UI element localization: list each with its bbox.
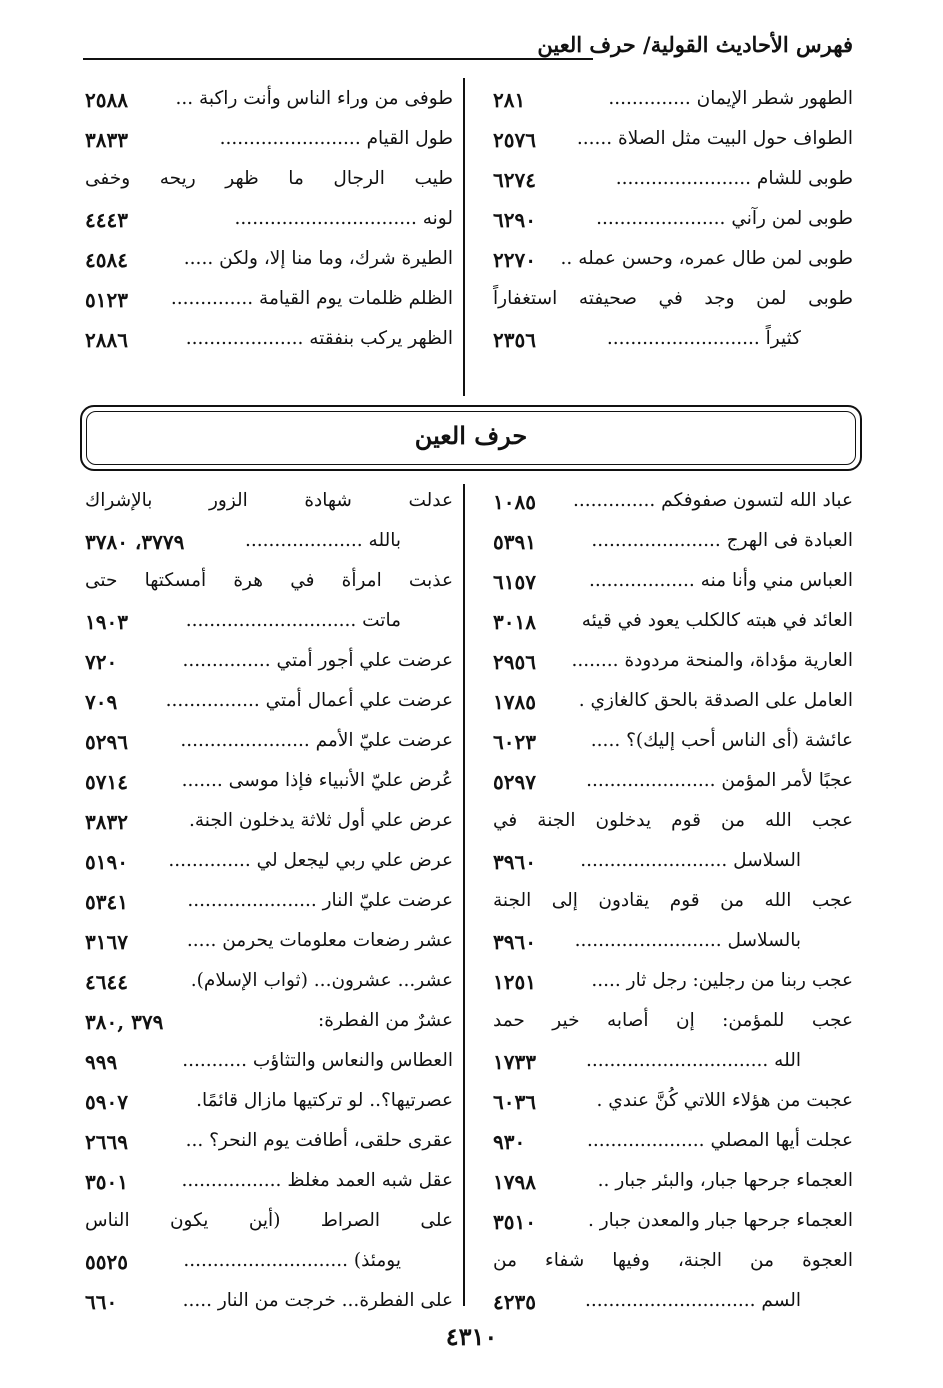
index-entry: [493, 1164, 853, 1204]
entry-text: عرضت عليّ الأمم ......................: [180, 730, 453, 751]
index-entry: [493, 1284, 853, 1324]
entry-text: عرض علي أول ثلاثة يدخلون الجنة.: [188, 810, 453, 831]
index-entry: [493, 242, 853, 282]
running-header: [83, 28, 853, 68]
section-title: حرف العين: [414, 421, 528, 450]
entry-text: عرضت علي أجور أمتي ...............: [182, 650, 453, 671]
top-left-column: [85, 82, 453, 362]
index-entry: [85, 804, 453, 844]
index-entry: [85, 924, 453, 964]
index-entry: [493, 564, 853, 604]
entry-number: ٥٩٠٧: [85, 1090, 128, 1114]
section-header-box: [80, 405, 862, 471]
entry-number: ٣٥١٠: [493, 1210, 536, 1234]
entry-text: على الفطرة... خرجت من النار .....: [182, 1290, 453, 1311]
entry-text: عذبت امرأة في هرة أمسكتها حتى: [85, 570, 453, 591]
index-entry: [493, 82, 853, 122]
entry-number: ٥٢٩٦: [85, 730, 128, 754]
entry-text: عشر رضعات معلومات يحرمن .....: [186, 930, 453, 951]
index-entry: [85, 524, 453, 564]
entry-text: عصرتيها؟.. لو تركتيها مازال قائمًا.: [196, 1090, 453, 1111]
column-divider-top: [463, 78, 465, 396]
index-entry: [493, 724, 853, 764]
entry-number: ٢٨٨٦: [85, 328, 128, 352]
index-entry: [85, 1084, 453, 1124]
index-entry: [85, 1164, 453, 1204]
entry-number: ٢٥٨٨: [85, 88, 128, 112]
entry-text: عدلت شهادة الزور بالإشراك: [85, 490, 453, 511]
running-title: فهرس الأحاديث القولية/ حرف العين: [537, 32, 853, 57]
index-entry: [85, 202, 453, 242]
index-entry: [85, 564, 453, 604]
index-entry: [85, 82, 453, 122]
index-entry: [493, 282, 853, 322]
entry-number: ٣٠١٨: [493, 610, 536, 634]
entry-text: عشرٌ من الفطرة:: [318, 1010, 453, 1031]
index-entry: [493, 884, 853, 924]
entry-number: ٥٢٩٧: [493, 770, 536, 794]
entry-number: ٦٢٩٠: [493, 208, 536, 232]
index-entry: [493, 1084, 853, 1124]
entry-text: يومئذ) ............................: [183, 1250, 401, 1271]
index-entry: [85, 844, 453, 884]
index-entry: [85, 1124, 453, 1164]
index-entry: [85, 1044, 453, 1084]
entry-number: ٩٩٩: [85, 1050, 118, 1074]
index-entry: [85, 1244, 453, 1284]
entry-text: عباد الله لتسون صفوفكم ..............: [572, 490, 853, 511]
entry-text: طوبى لمن وجد في صحيفته استغفاراً: [493, 288, 853, 309]
index-entry: [85, 684, 453, 724]
entry-text: طوفى من وراء الناس وأنت راكبة ...: [175, 88, 453, 109]
entry-text: ماتت .............................: [185, 610, 401, 631]
entry-number: ٢٦٦٩: [85, 1130, 128, 1154]
entry-text: على الصراط (أين يكون الناس: [85, 1210, 453, 1231]
index-entry: [85, 322, 453, 362]
index-entry: [493, 1004, 853, 1044]
entry-text: الطهور شطر الإيمان ..............: [608, 88, 853, 109]
entry-text: عرضت عليّ النار ......................: [187, 890, 453, 911]
entry-number: ٣٨٣٣: [85, 128, 128, 152]
entry-number: ٣١٦٧: [85, 930, 128, 954]
entry-number: ٣٩٦٠: [493, 930, 536, 954]
index-entry: [493, 924, 853, 964]
entry-text: عجبت من هؤلاء اللاتي كُنَّ عندي .: [596, 1090, 853, 1111]
index-entry: [493, 484, 853, 524]
index-entry: [85, 1284, 453, 1324]
entry-text: العجماء جرحها جبار والمعدن جبار .: [587, 1210, 853, 1231]
entry-number: ٣٥٠١: [85, 1170, 128, 1194]
entry-number: ٦٠٢٣: [493, 730, 536, 754]
entry-text: بالسلاسل .........................: [574, 930, 801, 951]
index-entry: [493, 122, 853, 162]
entry-number: ٢٢٧٠: [493, 248, 536, 272]
entry-number: ٦٢٧٤: [493, 168, 536, 192]
index-entry: [493, 202, 853, 242]
entry-text: عشر... عشرون... (ثواب الإسلام).: [190, 970, 453, 991]
entry-number: ٣٨٣٢: [85, 810, 128, 834]
index-entry: [493, 524, 853, 564]
entry-text: الطيرة شرك، وما منا إلا، ولكن .....: [183, 248, 453, 269]
index-entry: [493, 1044, 853, 1084]
entry-number: ٧٠٩: [85, 690, 118, 714]
index-entry: [85, 1004, 453, 1044]
entry-number: ٦١٥٧: [493, 570, 536, 594]
index-entry: [85, 242, 453, 282]
entry-text: عقرى حلقى، أطافت يوم النحر؟ ...: [185, 1130, 453, 1151]
entry-number: ٣٩٦٠: [493, 850, 536, 874]
entry-text: عقل شبه العمد مغلظ .................: [181, 1170, 453, 1191]
entry-text: عُرض عليّ الأنبياء فإذا موسى .......: [181, 770, 453, 791]
entry-text: العارية مؤداة، والمنحة مردودة ........: [571, 650, 853, 671]
index-entry: [85, 964, 453, 1004]
entry-text: كثيراً ..........................: [606, 328, 801, 349]
index-entry: [493, 844, 853, 884]
index-entry: [493, 1204, 853, 1244]
entry-number: ٥٥٢٥: [85, 1250, 128, 1274]
entry-text: العجوة من الجنة، وفيها شفاء من: [493, 1250, 853, 1271]
entry-text: عرضت علي أعمال أمتي ................: [165, 690, 453, 711]
entry-number: ١٠٨٥: [493, 490, 536, 514]
entry-number: ٤٢٣٥: [493, 1290, 536, 1314]
index-entry: [85, 484, 453, 524]
index-entry: [85, 1204, 453, 1244]
entry-text: العبادة فى الهرج ......................: [591, 530, 853, 551]
entry-number: ٣٧٩ ,٣٨٠: [85, 1010, 164, 1034]
entry-text: العجماء جرحها جبار، والبئر جبار ..: [597, 1170, 853, 1191]
entry-number: ٣٧٧٩، ٣٧٨٠: [85, 530, 185, 554]
entry-text: عجلت أيها المصلي ....................: [586, 1130, 853, 1151]
entry-number: ١٧٨٥: [493, 690, 536, 714]
entry-text: الظهر يركب بنفقته ....................: [185, 328, 453, 349]
entry-text: الظلم ظلمات يوم القيامة ..............: [170, 288, 453, 309]
entry-text: عجب للمؤمن: إن أصابه خير حمد: [493, 1010, 853, 1031]
index-entry: [493, 684, 853, 724]
entry-text: عجب الله من قوم يقادون إلى الجنة: [493, 890, 853, 911]
entry-number: ٤٦٤٤: [85, 970, 128, 994]
bottom-left-column: [85, 484, 453, 1324]
index-entry: [85, 604, 453, 644]
bottom-right-column: [493, 484, 853, 1324]
index-entry: [85, 282, 453, 322]
entry-number: ٢٥٧٦: [493, 128, 536, 152]
index-entry: [493, 604, 853, 644]
entry-number: ١٧٩٨: [493, 1170, 536, 1194]
index-entry: [493, 1244, 853, 1284]
entry-number: ٢٩٥٦: [493, 650, 536, 674]
header-rule: [83, 58, 593, 60]
entry-number: ٥٣٩١: [493, 530, 536, 554]
entry-text: العطاس والنعاس والتثاؤب ...........: [182, 1050, 453, 1071]
index-entry: [493, 322, 853, 362]
index-entry: [85, 724, 453, 764]
entry-number: ٤٤٤٣: [85, 208, 128, 232]
entry-number: ٧٢٠: [85, 650, 118, 674]
entry-number: ٦٦٠: [85, 1290, 118, 1314]
entry-number: ٥٣٤١: [85, 890, 128, 914]
entry-text: عرض علي ربي ليجعل لي ..............: [168, 850, 453, 871]
index-entry: [85, 644, 453, 684]
entry-number: ٥١٩٠: [85, 850, 128, 874]
top-right-column: [493, 82, 853, 362]
index-entry: [493, 964, 853, 1004]
index-entry: [493, 644, 853, 684]
entry-number: ١٧٣٣: [493, 1050, 536, 1074]
entry-text: لونه ...............................: [234, 208, 453, 229]
entry-number: ٩٣٠: [493, 1130, 526, 1154]
entry-text: طوبى لمن رآني ......................: [596, 208, 853, 229]
index-entry: [85, 122, 453, 162]
entry-text: العامل على الصدقة بالحق كالغازي .: [578, 690, 853, 711]
column-divider-bottom: [463, 484, 465, 1306]
entry-number: ٢٨١: [493, 88, 526, 112]
index-entry: [85, 884, 453, 924]
entry-number: ٥١٢٣: [85, 288, 128, 312]
page-number: ٤٣١٠: [445, 1322, 498, 1351]
entry-text: الله ...............................: [586, 1050, 801, 1071]
entry-number: ٦٠٣٦: [493, 1090, 536, 1114]
entry-number: ١٢٥١: [493, 970, 536, 994]
entry-text: العائد في هبته كالكلب يعود في قيئه: [581, 610, 853, 631]
entry-text: طوبى للشام .......................: [615, 168, 853, 189]
index-entry: [85, 764, 453, 804]
entry-text: السم .............................: [584, 1290, 801, 1311]
index-entry: [493, 804, 853, 844]
entry-text: عجب الله من قوم يدخلون الجنة في: [493, 810, 853, 831]
entry-text: عجبًا لأمر المؤمن ......................: [586, 770, 853, 791]
entry-number: ٥٧١٤: [85, 770, 128, 794]
entry-text: بالله ....................: [245, 530, 401, 551]
entry-text: طول القيام ........................: [219, 128, 453, 149]
entry-text: عائشة (أى الناس أحب إليك)؟ .....: [590, 730, 853, 751]
entry-text: عجب ربنا من رجلين: رجل ثار .....: [591, 970, 853, 991]
entry-number: ٢٣٥٦: [493, 328, 536, 352]
index-entry: [493, 1124, 853, 1164]
entry-text: طوبى لمن طال عمره، وحسن عمله ..: [560, 248, 853, 269]
entry-number: ٤٥٨٤: [85, 248, 128, 272]
index-entry: [85, 162, 453, 202]
entry-text: الطواف حول البيت مثل الصلاة ......: [576, 128, 853, 149]
entry-text: السلاسل .........................: [580, 850, 801, 871]
index-entry: [493, 764, 853, 804]
entry-text: العباس مني وأنا منه ..................: [588, 570, 853, 591]
entry-number: ١٩٠٣: [85, 610, 128, 634]
entry-text: طيب الرجال ما ظهر ريحه وخفى: [85, 168, 453, 189]
index-entry: [493, 162, 853, 202]
